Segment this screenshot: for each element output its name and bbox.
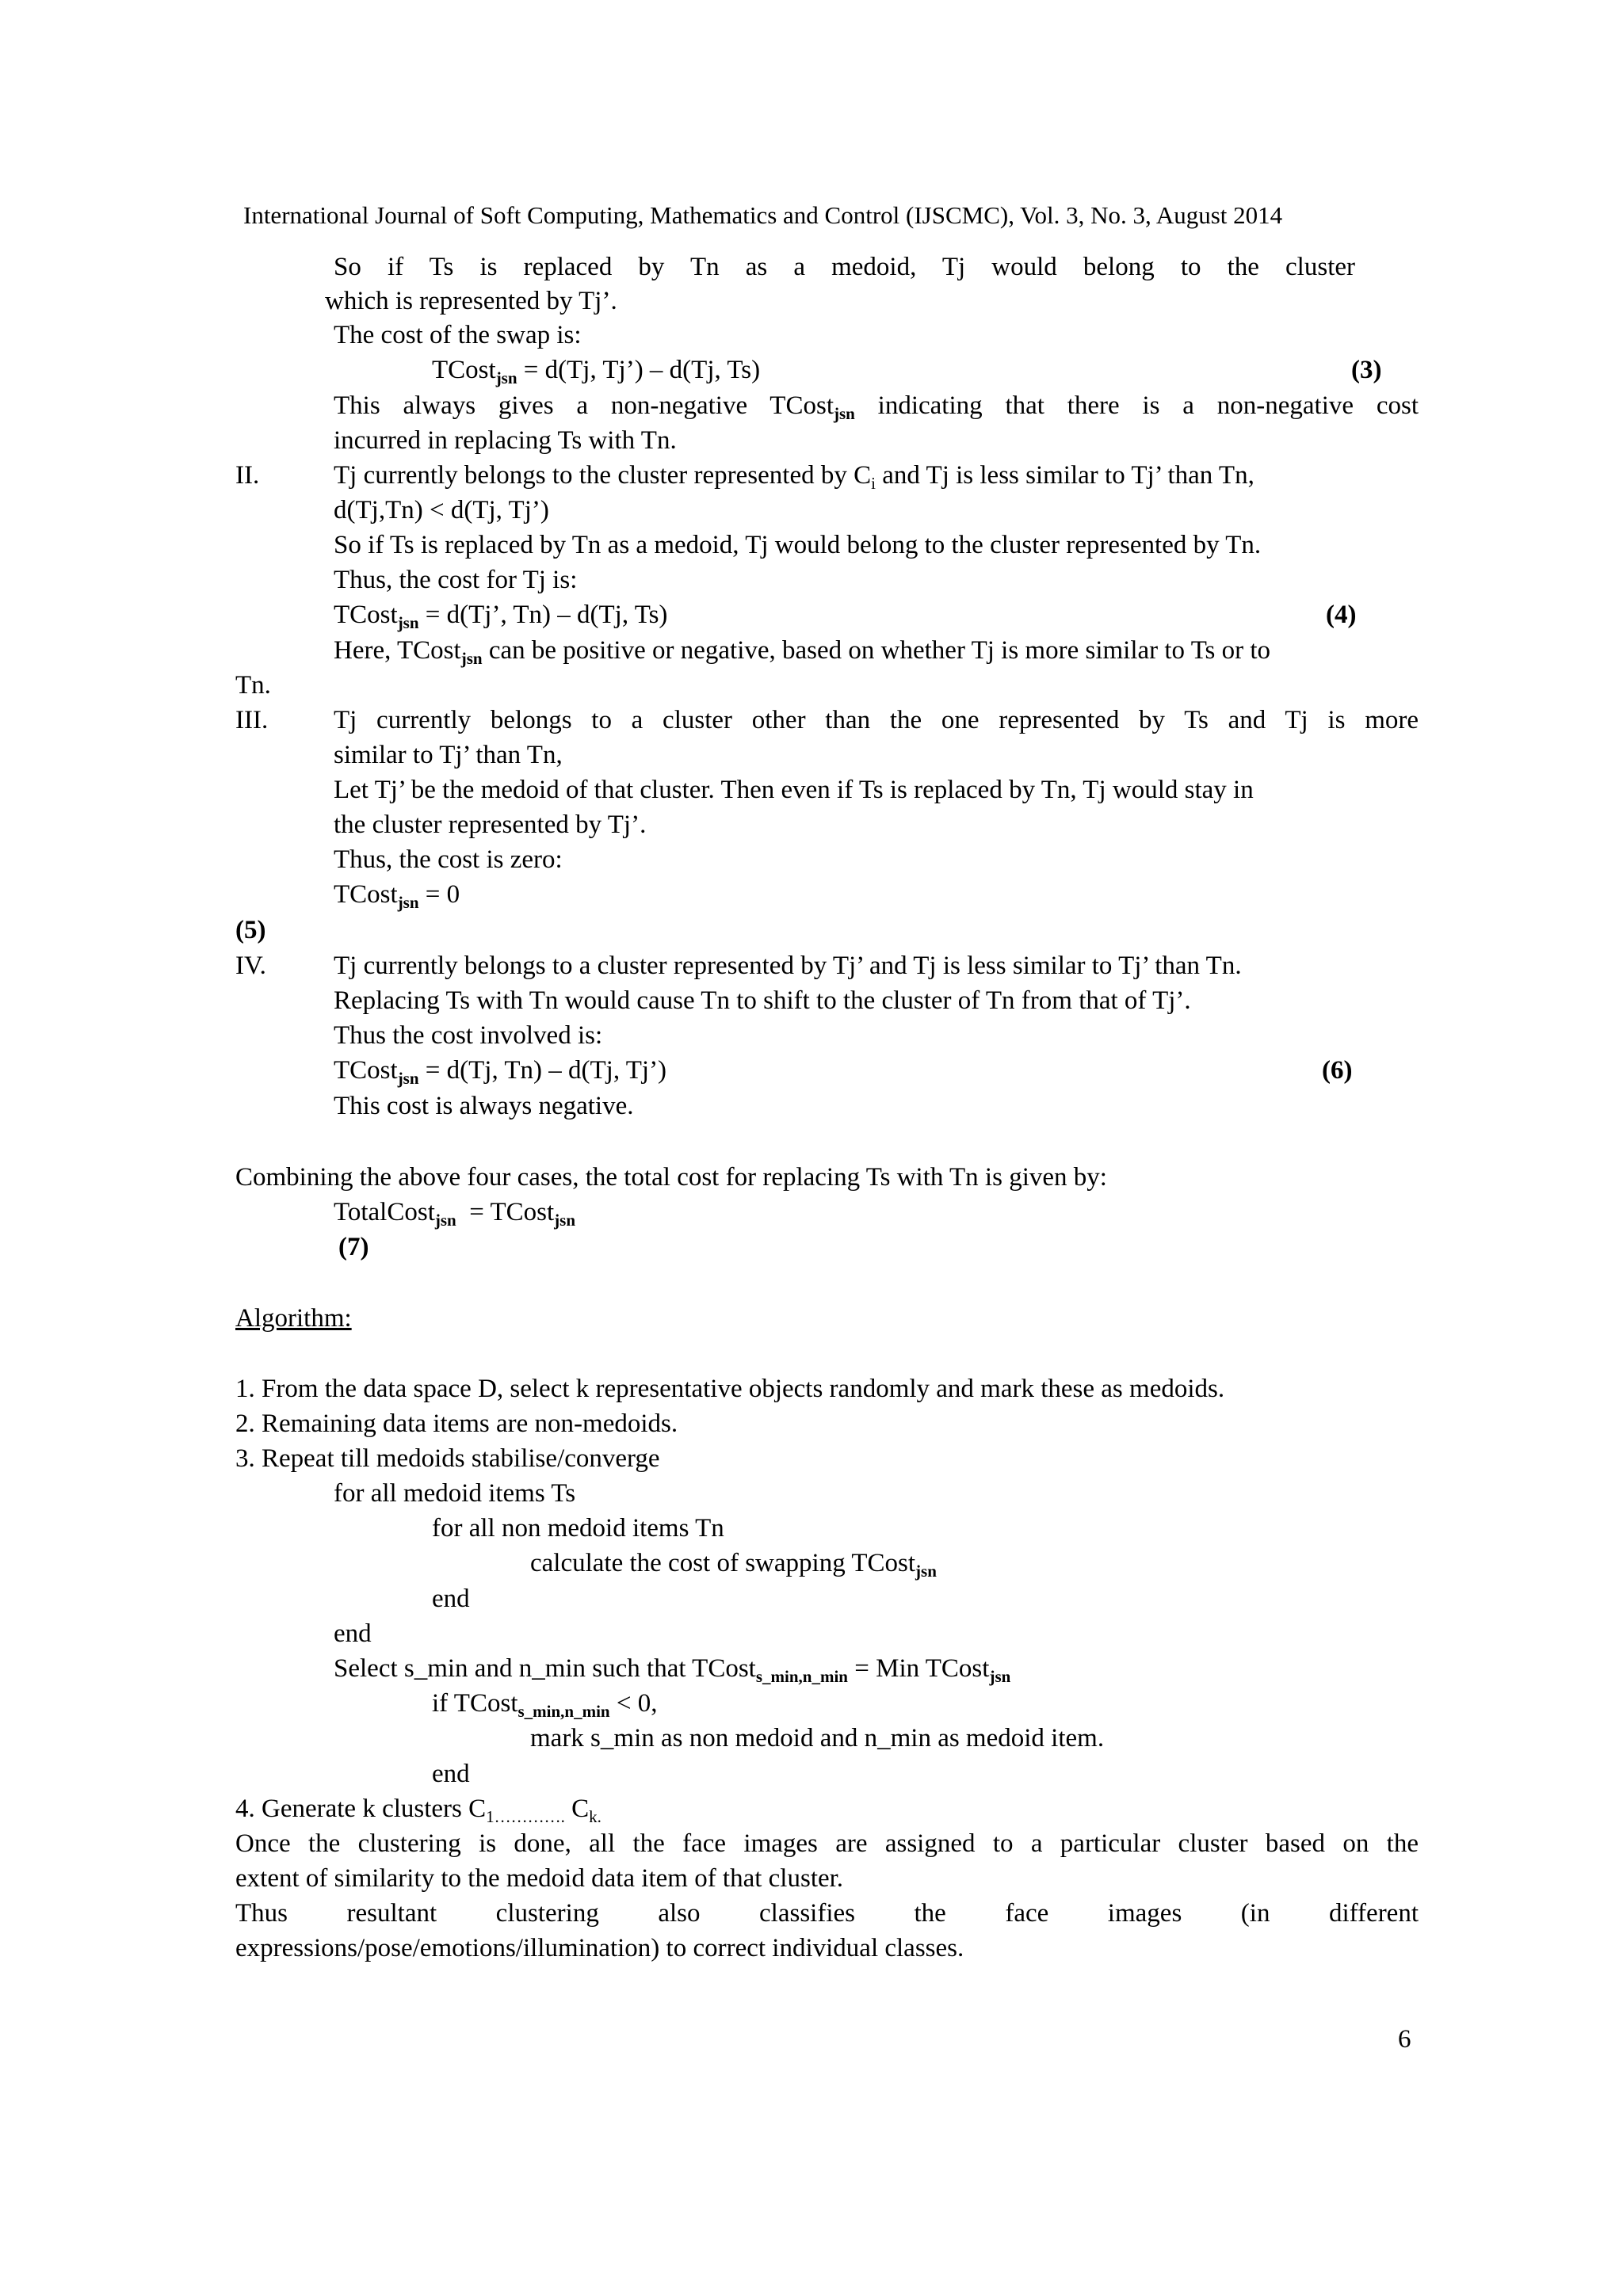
case4-line1: Tj currently belongs to a cluster represented by Tj’ and Tj is less similar to Tj’ than Tn. bbox=[334, 952, 1242, 980]
equation-3-lhs: TCost bbox=[432, 356, 496, 384]
closing-p1-line1: Once the clustering is done, all the face images are assigned to a particular cluster based on the bbox=[235, 1829, 1419, 1858]
case1-line5: This always gives a non-negative TCost$_{jsn}$ indicating that there is a non-negative cost bbox=[334, 391, 1419, 423]
case1-line1: So if Ts is replaced by Tn as a medoid, Tj would belong to the cluster bbox=[334, 253, 1355, 281]
case3-line5: Thus, the cost is zero: bbox=[334, 845, 563, 874]
equation-number-5: (5) bbox=[235, 916, 266, 944]
running-header: International Journal of Soft Computing, Mathematics and Control (IJSCMC), Vol. 3, No. 3, August 2014 bbox=[243, 201, 1283, 229]
algorithm-end-if: end bbox=[432, 1760, 470, 1788]
algorithm-select: Select s_min and n_min such that TCost$_{s\_min,n\_min}$ = Min TCost$_{jsn}$ bbox=[334, 1654, 1011, 1686]
closing-p2-line2: expressions/pose/emotions/illumination) to correct individual classes. bbox=[235, 1934, 964, 1962]
equation-number-7: (7) bbox=[338, 1233, 369, 1261]
case2-line2: d(Tj,Tn) < d(Tj, Tj’) bbox=[334, 496, 549, 524]
closing-p1-line2: extent of similarity to the medoid data item of that cluster. bbox=[235, 1864, 844, 1893]
case2-line7: Tn. bbox=[235, 671, 271, 700]
case1-line6: incurred in replacing Ts with Tn. bbox=[334, 426, 677, 455]
case1-line2: which is represented by Tj’. bbox=[325, 287, 617, 315]
equation-6: TCost$_{jsn}$ = d(Tj, Tn) – d(Tj, Tj’) bbox=[334, 1056, 667, 1088]
case3-line4: the cluster represented by Tj’. bbox=[334, 810, 647, 839]
case2-line3: So if Ts is replaced by Tn as a medoid, Tj would belong to the cluster represented by Tn. bbox=[334, 531, 1262, 559]
case1-line3: The cost of the swap is: bbox=[334, 321, 582, 349]
algorithm-heading: Algorithm: bbox=[235, 1304, 352, 1333]
equation-4: TCost$_{jsn}$ = d(Tj’, Tn) – d(Tj, Ts) bbox=[334, 601, 668, 632]
algorithm-step-3: 3. Repeat till medoids stabilise/converge bbox=[235, 1444, 660, 1473]
algorithm-end-outer: end bbox=[334, 1619, 372, 1648]
algorithm-loop-medoid: for all medoid items Ts bbox=[334, 1479, 576, 1508]
combining-text: Combining the above four cases, the total cost for replacing Ts with Tn is given by: bbox=[235, 1163, 1107, 1192]
equation-7: TotalCost$_{jsn}$ = TCost$_{jsn}$ bbox=[334, 1198, 576, 1230]
algorithm-if: if TCost$_{s\_min,n\_min}$ < 0, bbox=[432, 1689, 658, 1721]
algorithm-end-inner: end bbox=[432, 1585, 470, 1613]
case3-line3: Let Tj’ be the medoid of that cluster. Then even if Ts is replaced by Tn, Tj would stay in bbox=[334, 776, 1254, 804]
case4-line5: This cost is always negative. bbox=[334, 1092, 634, 1120]
closing-p2-line1: Thus resultant clustering also classifies the face images (in different bbox=[235, 1899, 1419, 1928]
algorithm-calc: calculate the cost of swapping TCost$_{jsn}$ bbox=[530, 1549, 937, 1581]
case2-line4: Thus, the cost for Tj is: bbox=[334, 566, 578, 594]
case4-line2: Replacing Ts with Tn would cause Tn to shift to the cluster of Tn from that of Tj’. bbox=[334, 986, 1191, 1015]
case2-numeral: II. bbox=[235, 461, 260, 490]
equation-number-3: (3) bbox=[1351, 356, 1382, 384]
case3-numeral: III. bbox=[235, 706, 269, 734]
page-number: 6 bbox=[1398, 2025, 1411, 2054]
algorithm-step-1: 1. From the data space D, select k representative objects randomly and mark these as medoids. bbox=[235, 1375, 1225, 1403]
equation-3-subscript: jsn bbox=[495, 368, 517, 387]
algorithm-loop-non-medoid: for all non medoid items Tn bbox=[432, 1514, 724, 1543]
case2-line1: Tj currently belongs to the cluster represented by $C_i$ and Tj is less similar to Tj’ than Tn, bbox=[334, 461, 1254, 493]
equation-number-6: (6) bbox=[1322, 1056, 1353, 1085]
equation-3 bbox=[432, 353, 760, 387]
case3-line1: Tj currently belongs to a cluster other than the one represented by Ts and Tj is more bbox=[334, 706, 1419, 734]
equation-3-rhs: = d(Tj, Tj’) – d(Tj, Ts) bbox=[517, 356, 761, 384]
algorithm-mark: mark s_min as non medoid and n_min as medoid item. bbox=[530, 1724, 1105, 1753]
equation-number-4: (4) bbox=[1326, 601, 1357, 629]
case3-line2: similar to Tj’ than Tn, bbox=[334, 741, 563, 769]
algorithm-step-2: 2. Remaining data items are non-medoids. bbox=[235, 1409, 678, 1438]
algorithm-step-4: 4. Generate k clusters $C_{1\dots\dots\dots\dots.}$ $C_{k.}$ bbox=[235, 1794, 601, 1826]
case4-line3: Thus the cost involved is: bbox=[334, 1021, 603, 1050]
case4-numeral: IV. bbox=[235, 952, 266, 980]
case2-line6: Here, TCost$_{jsn}$ can be positive or negative, based on whether Tj is more similar to Ts or to bbox=[334, 636, 1271, 668]
equation-5: TCost$_{jsn}$ = 0 bbox=[334, 880, 460, 912]
